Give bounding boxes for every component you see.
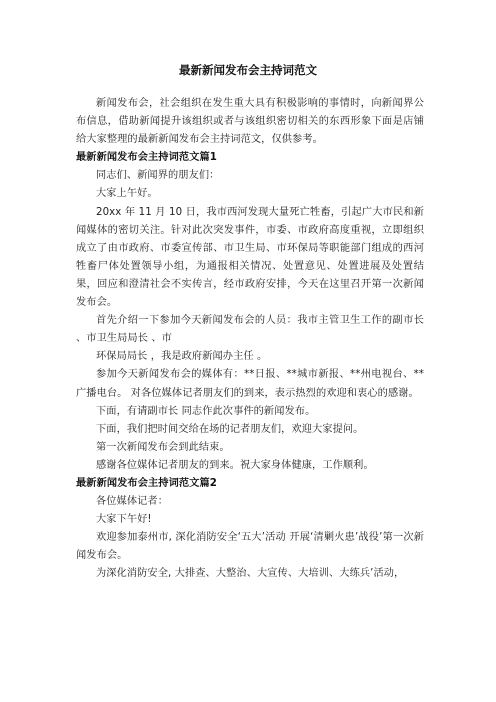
document-body — [76, 95, 424, 584]
body-paragraph: 大家下午好! — [96, 514, 152, 526]
body-paragraph: 首先介绍一下参加今天新闻发布会的人员：我市主管卫生工作的副市长 、市卫生局局长 、市 — [76, 315, 424, 345]
body-paragraph: 新闻发布会，社会组织在发生重大具有积极影响的事情时，向新闻界公布信息，借助新闻提升该组织或者与该组织密切相关的东西形象下面是店铺给大家整理的最新新闻发布会主持词范文，仅供参考。 — [76, 98, 424, 146]
body-paragraph: 下面，有请副市长 同志作此次事件的新闻发布。 — [96, 405, 316, 417]
body-paragraph: 参加今天新闻发布会的媒体有：**日报、**城市新报、**州电视台、**广播电台。 对各位媒体记者朋友们的到来，表示热烈的欢迎和衷心的感谢。 — [76, 369, 424, 399]
body-paragraph: 各位媒体记者： — [96, 496, 169, 508]
body-paragraph: 第一次新闻发布会到此结束。 — [96, 441, 230, 453]
body-paragraph: 感谢各位媒体记者朋友的到来。祝大家身体健康，工作顺利。 — [96, 459, 374, 471]
section-heading: 最新新闻发布会主持词范文篇2 — [76, 477, 217, 489]
body-paragraph: 20xx 年 11 月 10 日，我市西河发现大量死亡牲畜，引起广大市民和新闻媒体的密切关注。针对此次突发事件，市委、市政府高度重视，立即组织成立了由市政府、市委宣传部、市卫生局、市环保局等职能部门组成的西河牲畜尸体处置领导小组，为通报相关情况、处置意见、处置进展及处置结果，回应和澄清社会不实传言，经市政府安排，今天在这里召开第一次新闻发布会。 — [76, 206, 424, 309]
body-paragraph: 下面，我们把时间交给在场的记者朋友们，欢迎大家提问。 — [96, 423, 364, 435]
body-paragraph: 大家上午好。 — [96, 188, 158, 200]
body-paragraph: 为深化消防安全, 大排查、大整治、大宣传、大培训、大练兵’活动， — [96, 568, 405, 580]
body-paragraph: 环保局局长 ，我是政府新闻办主任 。 — [96, 351, 268, 363]
body-paragraph: 同志们、新闻界的朋友们： — [96, 170, 220, 182]
document-title: 最新新闻发布会主持词范文 — [179, 63, 317, 77]
section-heading: 最新新闻发布会主持词范文篇1 — [76, 152, 217, 164]
body-paragraph: 欢迎参加泰州市, 深化消防安全‘五大’活动 开展‘清剿火患’战役’第一次新闻发布会。 — [76, 532, 424, 562]
